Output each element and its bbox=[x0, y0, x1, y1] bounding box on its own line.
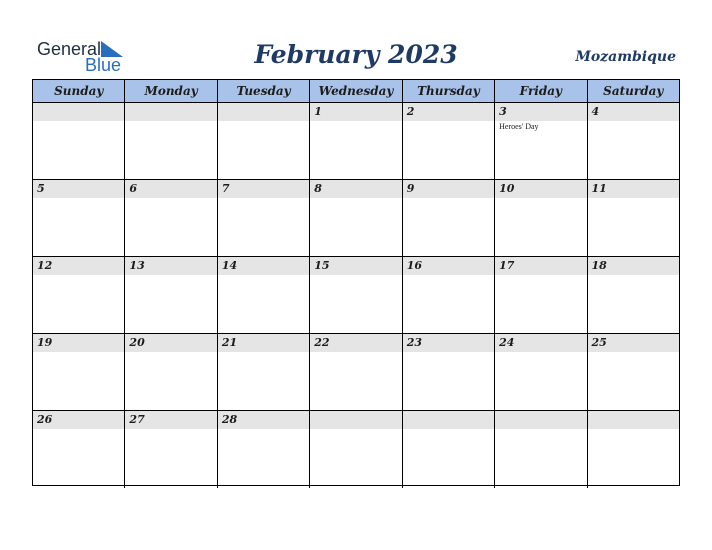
day-number: 15 bbox=[314, 259, 330, 272]
day-cell[interactable] bbox=[125, 180, 217, 256]
day-number-band bbox=[125, 180, 216, 198]
day-number: 26 bbox=[37, 413, 53, 426]
empty-day-cell bbox=[310, 411, 402, 488]
day-number-band bbox=[125, 103, 216, 121]
day-number: 4 bbox=[591, 105, 600, 118]
calendar-title: February 2023 bbox=[254, 40, 458, 69]
day-number-band bbox=[310, 411, 401, 429]
day-number: 25 bbox=[591, 336, 607, 349]
day-number: 12 bbox=[37, 259, 53, 272]
day-cell[interactable] bbox=[218, 257, 310, 333]
weekday-monday: Monday bbox=[125, 80, 217, 102]
day-cell[interactable] bbox=[403, 334, 495, 410]
day-cell[interactable] bbox=[495, 257, 587, 333]
day-number: 8 bbox=[314, 182, 322, 195]
day-cell[interactable] bbox=[125, 334, 217, 410]
day-cell[interactable] bbox=[218, 180, 310, 256]
day-cell[interactable] bbox=[588, 257, 679, 333]
day-number: 17 bbox=[499, 259, 515, 272]
day-number: 11 bbox=[591, 182, 607, 195]
day-cell[interactable] bbox=[310, 257, 402, 333]
day-number: 10 bbox=[499, 182, 515, 195]
day-cell[interactable] bbox=[310, 180, 402, 256]
weekday-thursday: Thursday bbox=[403, 80, 495, 102]
day-number-band bbox=[403, 103, 494, 121]
week-row bbox=[33, 103, 679, 180]
day-number: 23 bbox=[406, 336, 422, 349]
weekday-sunday: Sunday bbox=[33, 80, 125, 102]
holiday-label: Heroes' Day bbox=[499, 122, 539, 131]
day-number: 1 bbox=[314, 105, 322, 118]
day-number: 7 bbox=[221, 182, 230, 195]
empty-day-cell bbox=[125, 103, 217, 179]
country-name: Mozambique bbox=[575, 49, 676, 65]
day-number: 9 bbox=[406, 182, 415, 195]
weekday-header-row bbox=[33, 80, 679, 103]
day-number-band bbox=[588, 411, 679, 429]
week-row bbox=[33, 411, 679, 488]
day-cell[interactable] bbox=[495, 103, 587, 179]
day-cell[interactable] bbox=[495, 180, 587, 256]
weekday-wednesday: Wednesday bbox=[310, 80, 402, 102]
day-cell[interactable] bbox=[588, 334, 679, 410]
day-number: 20 bbox=[129, 336, 145, 349]
day-cell[interactable] bbox=[218, 411, 310, 488]
weekday-saturday: Saturday bbox=[603, 84, 664, 98]
day-cell[interactable] bbox=[403, 103, 495, 179]
day-number: 18 bbox=[591, 259, 607, 272]
day-number: 2 bbox=[406, 105, 415, 118]
day-cell[interactable] bbox=[310, 334, 402, 410]
weeks-container bbox=[33, 103, 679, 485]
day-number-band bbox=[495, 411, 586, 429]
empty-day-cell bbox=[218, 103, 310, 179]
logo-text-blue: Blue bbox=[85, 55, 122, 75]
day-cell[interactable] bbox=[588, 180, 679, 256]
day-number: 27 bbox=[129, 413, 145, 426]
day-number: 28 bbox=[221, 413, 238, 426]
day-number: 13 bbox=[129, 259, 145, 272]
day-number: 16 bbox=[406, 259, 422, 272]
day-cell[interactable] bbox=[310, 103, 402, 179]
empty-day-cell bbox=[33, 103, 125, 179]
day-number-band bbox=[588, 103, 679, 121]
day-number: 5 bbox=[37, 182, 45, 195]
day-number-band bbox=[310, 103, 401, 121]
logo-text-general: General bbox=[37, 39, 102, 59]
empty-day-cell bbox=[403, 411, 495, 488]
weekday-friday: Friday bbox=[495, 80, 587, 102]
day-number-band bbox=[218, 103, 309, 121]
day-number: 14 bbox=[221, 259, 238, 272]
week-row bbox=[33, 257, 679, 334]
week-row bbox=[33, 334, 679, 411]
day-number-band bbox=[310, 180, 401, 198]
week-row bbox=[33, 180, 679, 257]
day-number-band bbox=[495, 103, 586, 121]
day-cell[interactable] bbox=[495, 334, 587, 410]
day-number-band bbox=[33, 103, 124, 121]
day-number-band bbox=[403, 411, 494, 429]
day-number-band bbox=[218, 180, 309, 198]
weekday-tuesday: Tuesday bbox=[218, 80, 310, 102]
day-cell[interactable] bbox=[33, 334, 125, 410]
calendar-grid bbox=[32, 79, 680, 486]
day-number: 22 bbox=[314, 336, 330, 349]
day-cell[interactable] bbox=[33, 411, 125, 488]
day-cell[interactable] bbox=[588, 103, 679, 179]
empty-day-cell bbox=[495, 411, 587, 488]
day-number: 19 bbox=[37, 336, 53, 349]
empty-day-cell bbox=[588, 411, 679, 488]
day-cell[interactable] bbox=[125, 411, 217, 488]
day-cell[interactable] bbox=[403, 257, 495, 333]
day-number: 6 bbox=[129, 182, 138, 195]
day-number: 24 bbox=[499, 336, 515, 349]
day-number-band bbox=[403, 180, 494, 198]
day-number: 3 bbox=[499, 105, 507, 118]
day-cell[interactable] bbox=[125, 257, 217, 333]
day-number: 21 bbox=[221, 336, 238, 349]
day-cell[interactable] bbox=[403, 180, 495, 256]
day-number-band bbox=[33, 180, 124, 198]
day-cell[interactable] bbox=[218, 334, 310, 410]
day-cell[interactable] bbox=[33, 180, 125, 256]
day-cell[interactable] bbox=[33, 257, 125, 333]
